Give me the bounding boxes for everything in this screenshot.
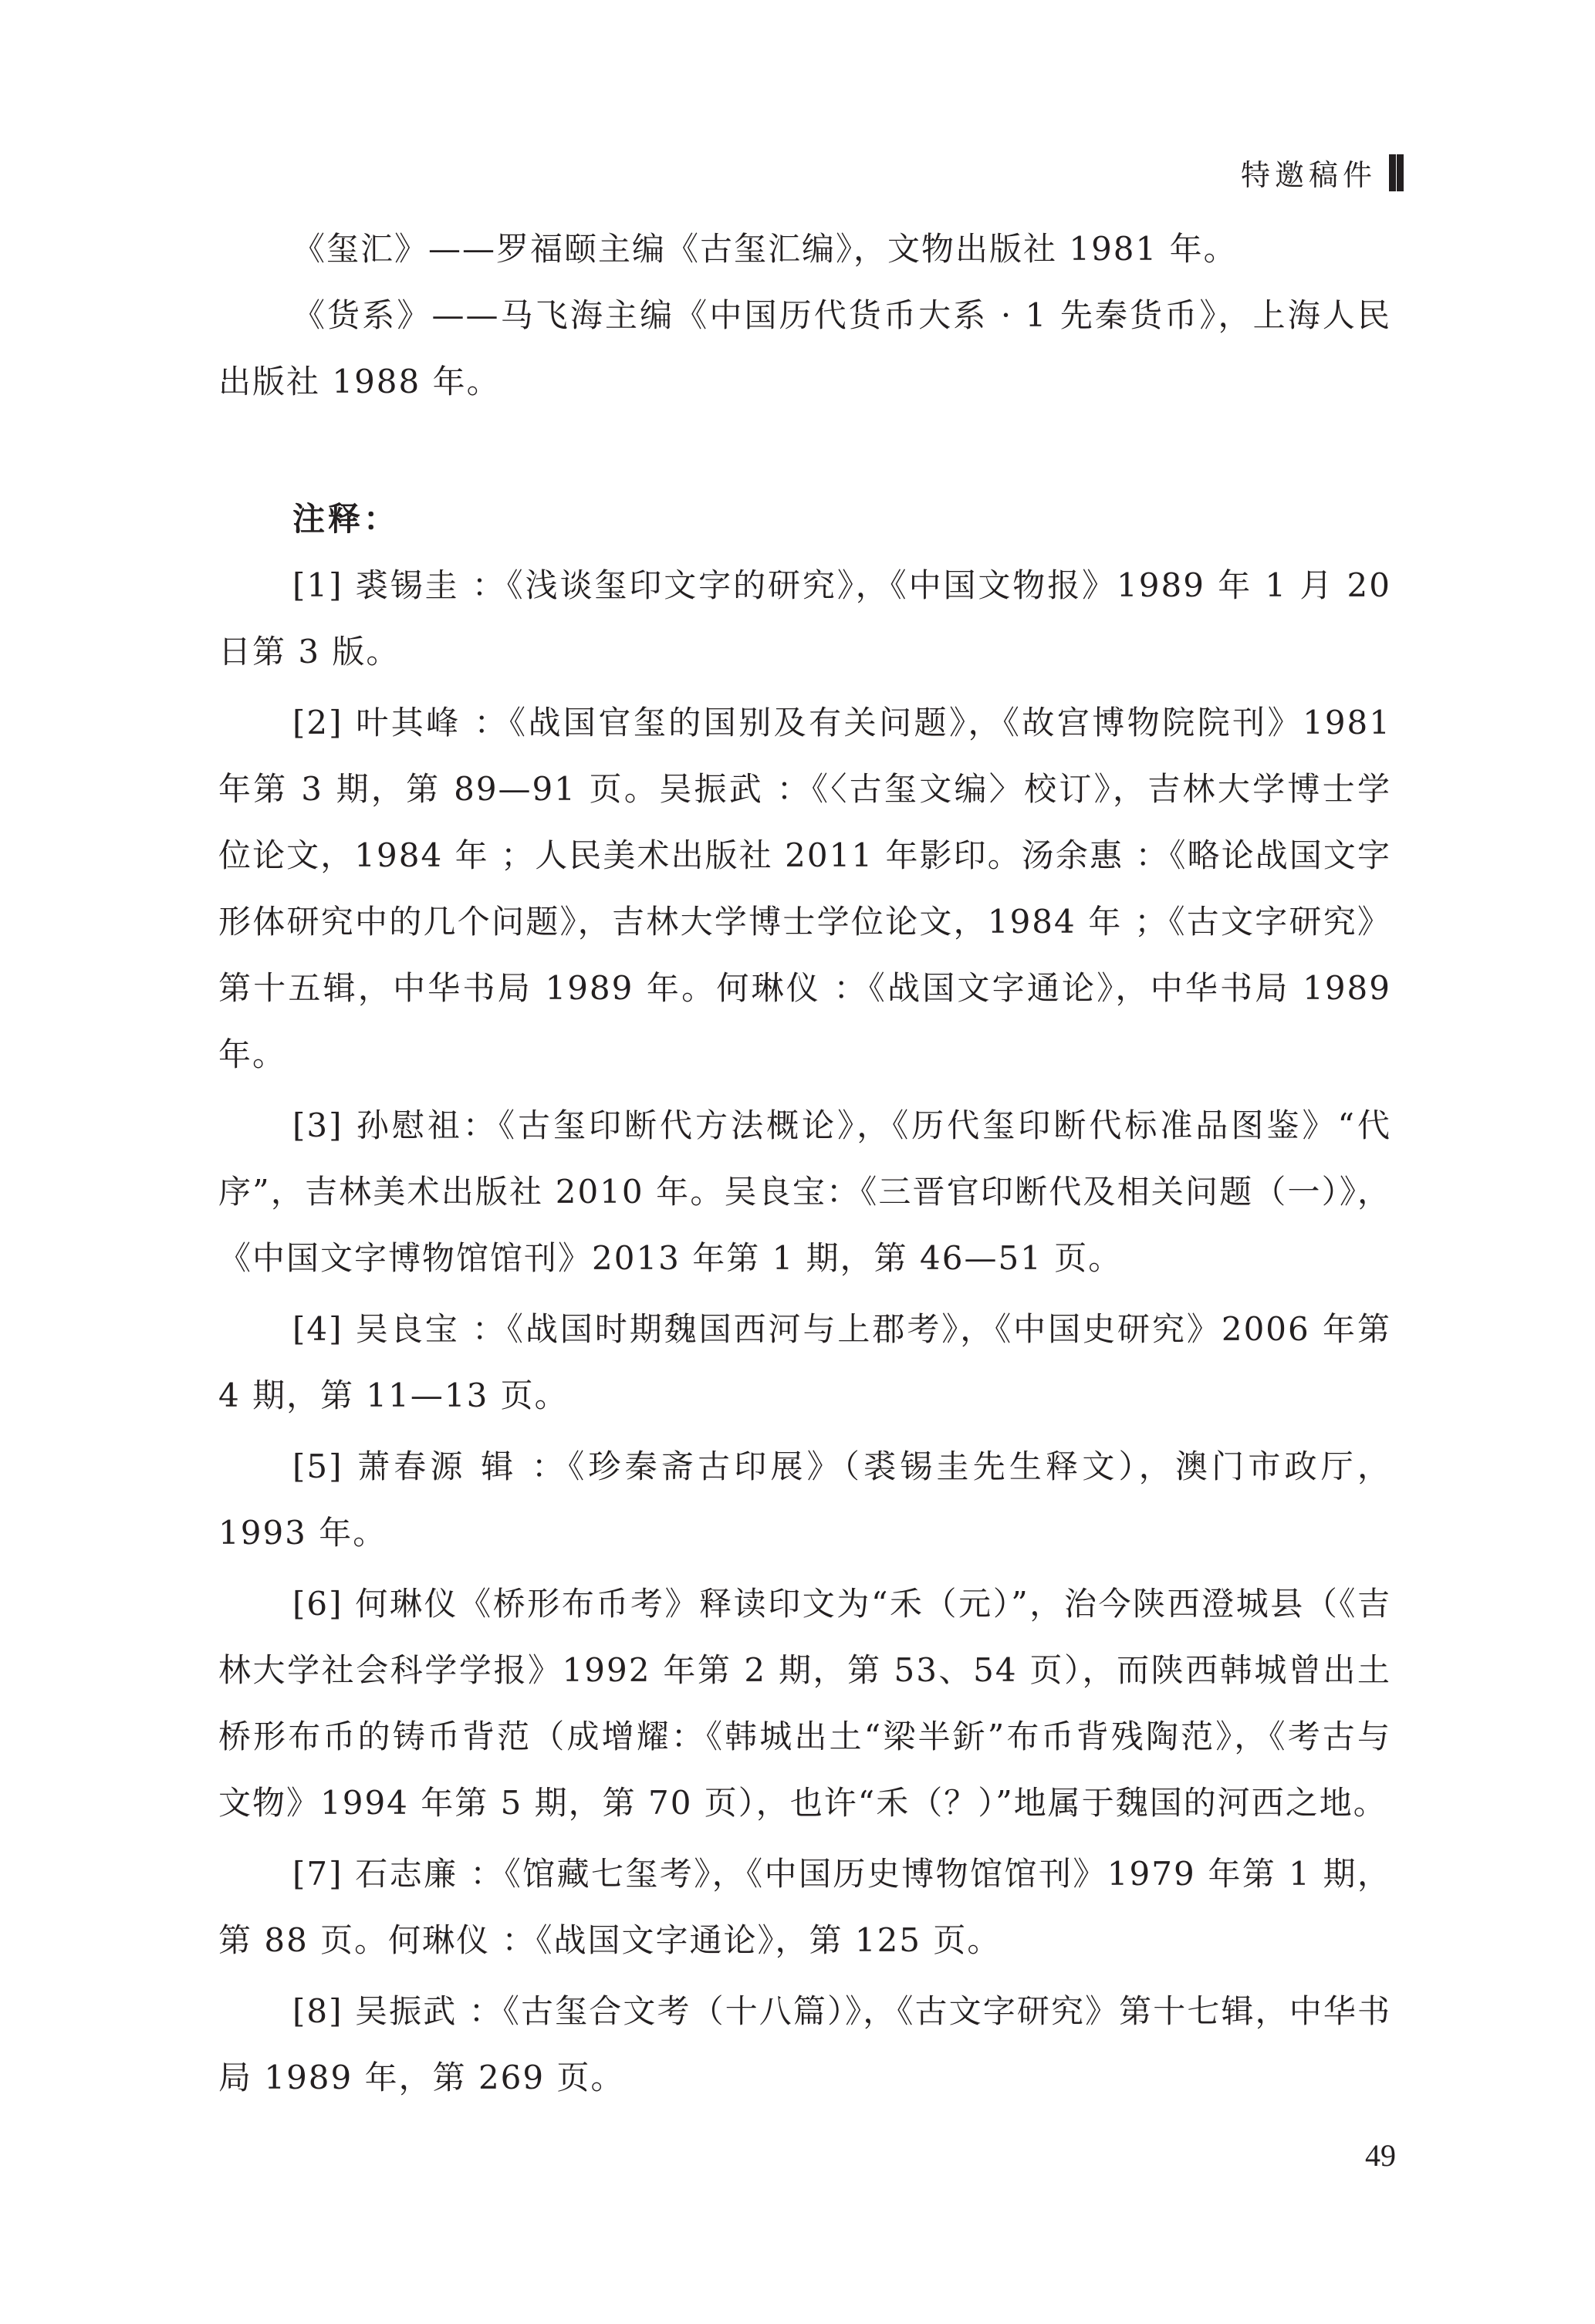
note-item: [8] 吴振武 ：《古玺合文考（十八篇）》，《古文字研究》第十七辑，中华书局 1989 年，第 269 页。 [218,1992,1391,2096]
note-item: [1] 裘锡圭 ：《浅谈玺印文字的研究》，《中国文物报》1989 年 1 月 20 日第 3 版。 [218,566,1391,671]
note-item: [5] 萧春源 辑 ：《珍秦斋古印展》（裘锡圭先生释文），澳门市政厅，1993 年。 [218,1447,1391,1552]
notes-heading: 注释： [292,500,400,538]
bibliography-entry: 《货系》——马飞海主编《中国历代货币大系 · 1 先秦货币》，上海人民出版社 1988 年。 [218,296,1391,400]
running-header [1241,151,1396,194]
note-item: [2] 叶其峰 ：《战国官玺的国别及有关问题》，《故宫博物院院刊》1981 年第 3 期，第 89—91 页。吴振武 ：《〈古玺文编〉校订》，吉林大学博士学位论文，1984 年 ；人民美术出版社 2011 年影印。汤余惠 ：《略论战国文字形体研究中的几个问题》，吉林大学博士学位论文，1984 年 ；《古文字研究》第十五辑，中华书局 1989 年。何琳仪 ：《战国文字通论》，中华书局 1989 年。 [218,704,1391,1073]
note-item: [6] 何琳仪《桥形布币考》释读印文为“禾（元）”，治今陕西澄城县（《吉林大学社会科学学报》1992 年第 2 期，第 53、54 页），而陕西韩城曾出土桥形布币的铸币背范（成增耀：《韩城出土“梁半釿”布币背残陶范》，《考古与文物》1994 年第 5 期，第 70 页），也许“禾（？）”地属于魏国的河西之地。 [218,1585,1391,1822]
note-item: [7] 石志廉 ：《馆藏七玺考》，《中国历史博物馆馆刊》1979 年第 1 期，第 88 页。何琳仪 ：《战国文字通论》，第 125 页。 [218,1855,1391,1959]
page-body [218,216,1391,2116]
note-item: [4] 吴良宝 ：《战国时期魏国西河与上郡考》，《中国史研究》2006 年第 4 期，第 11—13 页。 [218,1310,1391,1414]
section-spacer [218,415,1391,486]
note-item: [3] 孙慰祖：《古玺印断代方法概论》，《历代玺印断代标准品图鉴》“代序”，吉林美术出版社 2010 年。吴良宝：《三晋官印断代及相关问题（一）》，《中国文字博物馆馆刊》2013 年第 1 期，第 46—51 页。 [218,1106,1391,1277]
section-title: 特邀稿件 [1240,158,1377,192]
bibliography-entry: 《玺汇》——罗福颐主编《古玺汇编》，文物出版社 1981 年。 [292,230,1238,268]
header-divider-bar [1389,154,1396,191]
page-number: 49 [1365,2138,1396,2173]
